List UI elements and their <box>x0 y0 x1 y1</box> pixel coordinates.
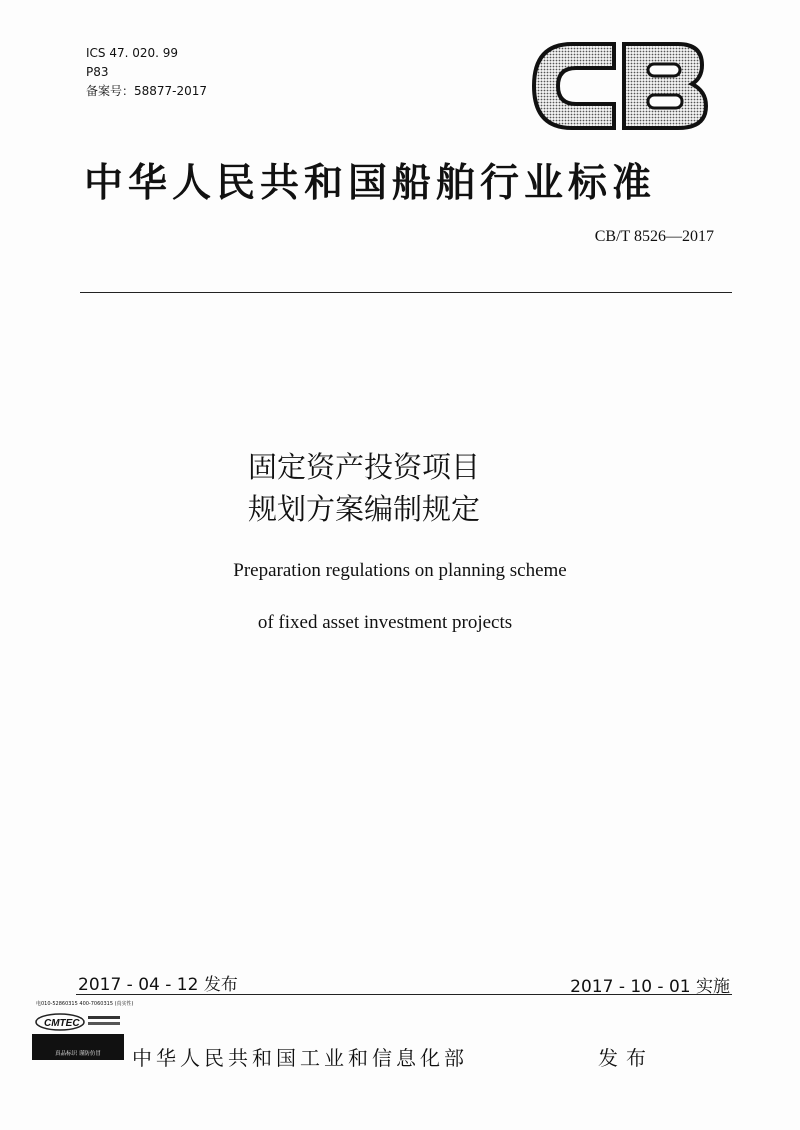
chinese-title <box>248 446 480 530</box>
publish-date: 2017 - 04 - 12 发布 <box>78 975 238 995</box>
standard-number: CB/T 8526—2017 <box>594 228 714 245</box>
top-divider <box>80 292 732 293</box>
issuing-authority: 中华人民共和国工业和信息化部 <box>132 1046 468 1070</box>
svg-text:CMTEC: CMTEC <box>44 1018 80 1029</box>
bottom-divider <box>76 994 732 995</box>
english-title-line-2: of fixed asset investment projects <box>257 612 513 633</box>
standard-category-title: 中华人民共和国船舶行业标准 <box>84 161 657 206</box>
stamp-phone-line: 电010-52860315 400-7060315 (真实性) <box>36 1001 134 1007</box>
cb-logo-icon <box>528 38 710 134</box>
chinese-title-line-1: 固定资产投资项目 <box>248 450 481 484</box>
stamp-caption: 真品标识 谨防仿冒 <box>32 1048 124 1060</box>
record-number: 备案号：58877-2017 <box>86 84 208 98</box>
header-meta <box>86 44 207 101</box>
class-code: P83 <box>86 65 109 79</box>
chinese-title-line-2: 规划方案编制规定 <box>248 492 481 526</box>
implementation-date: 2017 - 10 - 01 实施 <box>570 977 730 997</box>
english-title-line-1: Preparation regulations on planning scheme <box>233 560 567 581</box>
issue-label: 发布 <box>598 1046 654 1070</box>
ics-code: ICS 47. 020. 99 <box>86 46 179 60</box>
